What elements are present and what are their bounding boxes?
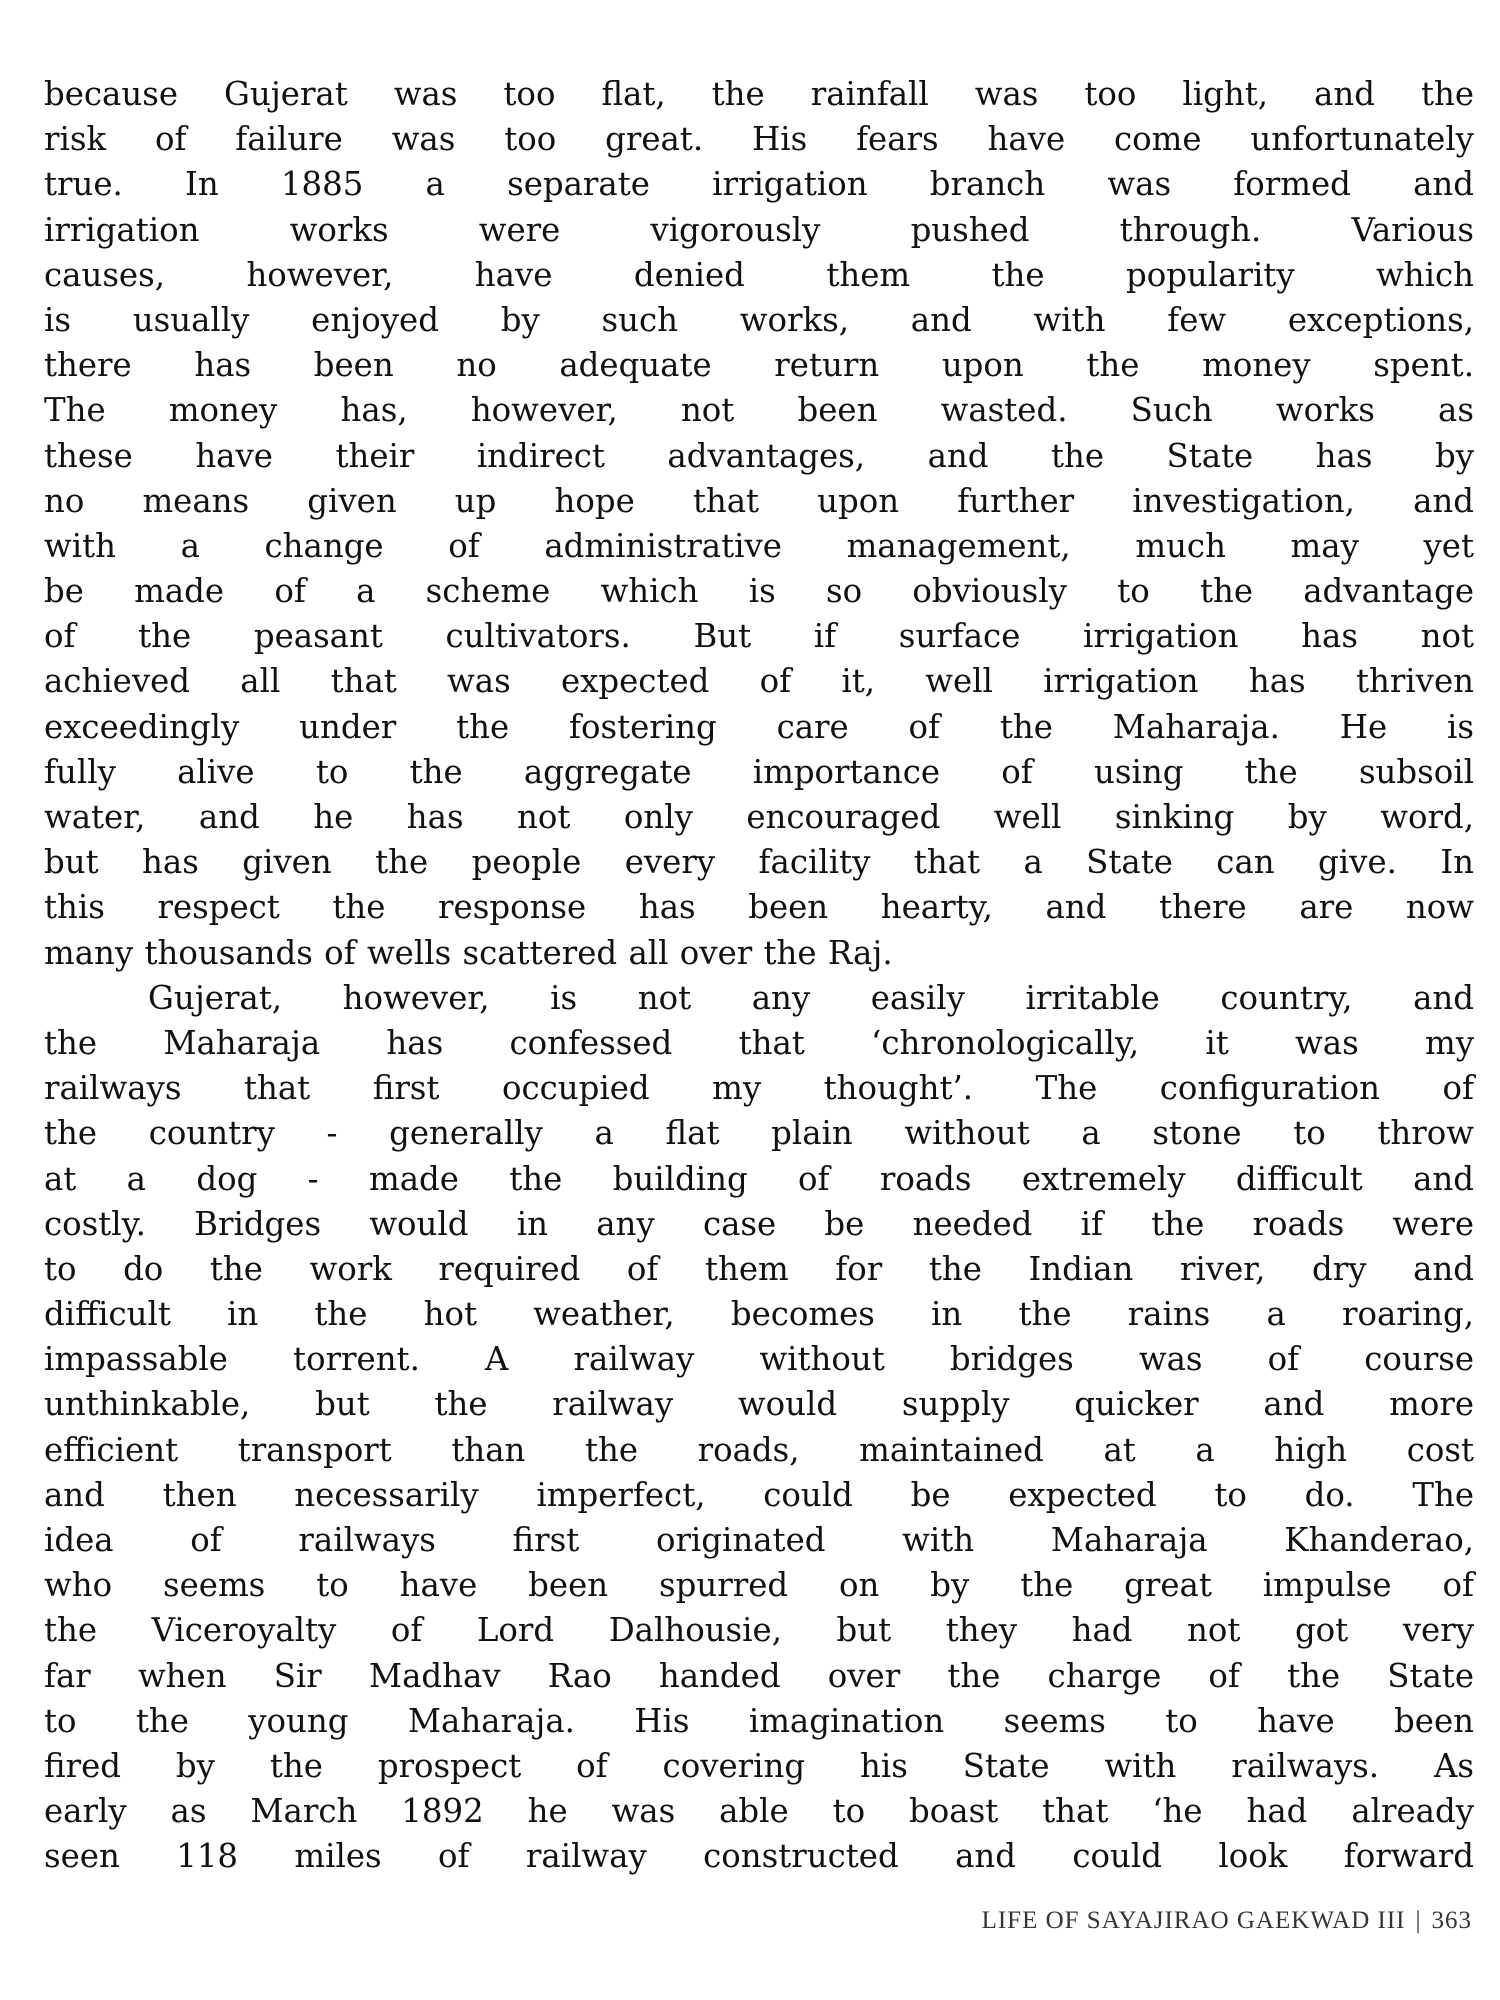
paragraph [44,976,1474,1880]
text-line: The money has, however, not been wasted. Such works as [44,391,1474,430]
running-title: LIFE OF SAYAJIRAO GAEKWAD III [981,1907,1406,1934]
text-line: unthinkable, but the railway would supply quicker and more [44,1385,1474,1424]
text-line: the Viceroyalty of Lord Dalhousie, but they had not got very [44,1611,1474,1650]
text-line: be made of a scheme which is so obviously to the advantage [44,572,1474,611]
text-line: far when Sir Madhav Rao handed over the charge of the State [44,1656,1474,1695]
text-line: with a change of administrative management, much may yet [44,526,1474,565]
text-line: irrigation works were vigorously pushed through. Various [44,210,1474,249]
text-line: there has been no adequate return upon the money spent. [44,346,1474,385]
page-footer [982,1907,1472,1935]
text-line: at a dog - made the building of roads extremely difficult and [44,1159,1474,1198]
text-line: to the young Maharaja. His imagination seems to have been [44,1701,1474,1740]
text-line: impassable torrent. A railway without bridges was of course [44,1340,1474,1379]
text-line: achieved all that was expected of it, well irrigation has thriven [44,662,1474,701]
text-line: costly. Bridges would in any case be needed if the roads were [44,1204,1474,1243]
text-line: water, and he has not only encouraged well sinking by word, [44,798,1474,836]
footer-separator: | [1415,1907,1422,1934]
text-line: the country - generally a flat plain without a stone to throw [44,1114,1474,1153]
text-line: and then necessarily imperfect, could be expected to do. The [44,1475,1474,1514]
body-text [44,72,1474,1880]
text-line: early as March 1892 he was able to boast that ‘he had already [44,1792,1474,1831]
text-line: this respect the response has been hearty, and there are now [44,888,1474,927]
text-line: efficient transport than the roads, maintained at a high cost [44,1430,1474,1469]
text-line: causes, however, have denied them the popularity which [44,255,1474,294]
page-number: 363 [1431,1907,1472,1934]
text-line: these have their indirect advantages, and the State has by [44,436,1474,475]
text-line: is usually enjoyed by such works, and with few exceptions, [44,300,1474,339]
text-line: fired by the prospect of covering his State with railways. As [44,1746,1474,1785]
text-line: Gujerat, however, is not any easily irritable country, and [148,978,1474,1017]
text-line: no means given up hope that upon further investigation, and [44,481,1474,520]
text-line: to do the work required of them for the Indian river, dry and [44,1249,1474,1288]
text-line: true. In 1885 a separate irrigation branch was formed and [44,165,1474,204]
text-line: because Gujerat was too flat, the rainfall was too light, and the [44,75,1474,113]
text-line: many thousands of wells scattered all over the Raj. [44,933,893,972]
text-line: railways that first occupied my thought’. The configuration of [44,1069,1474,1108]
text-line: of the peasant cultivators. But if surface irrigation has not [44,617,1474,656]
text-line: exceedingly under the fostering care of the Maharaja. He is [44,707,1474,746]
text-line: who seems to have been spurred on by the great impulse of [44,1566,1474,1605]
paragraph [44,72,1474,976]
text-line: fully alive to the aggregate importance of using the subsoil [44,752,1474,791]
text-line: but has given the people every facility that a State can give. In [44,843,1474,882]
text-line: difficult in the hot weather, becomes in the rains a roaring, [44,1295,1474,1334]
text-line: the Maharaja has confessed that ‘chronologically, it was my [44,1023,1474,1062]
text-line: seen 118 miles of railway constructed and could look forward [44,1837,1474,1876]
text-line: risk of failure was too great. His fears have come unfortunately [44,120,1474,159]
text-line: idea of railways first originated with Maharaja Khanderao, [44,1521,1474,1559]
